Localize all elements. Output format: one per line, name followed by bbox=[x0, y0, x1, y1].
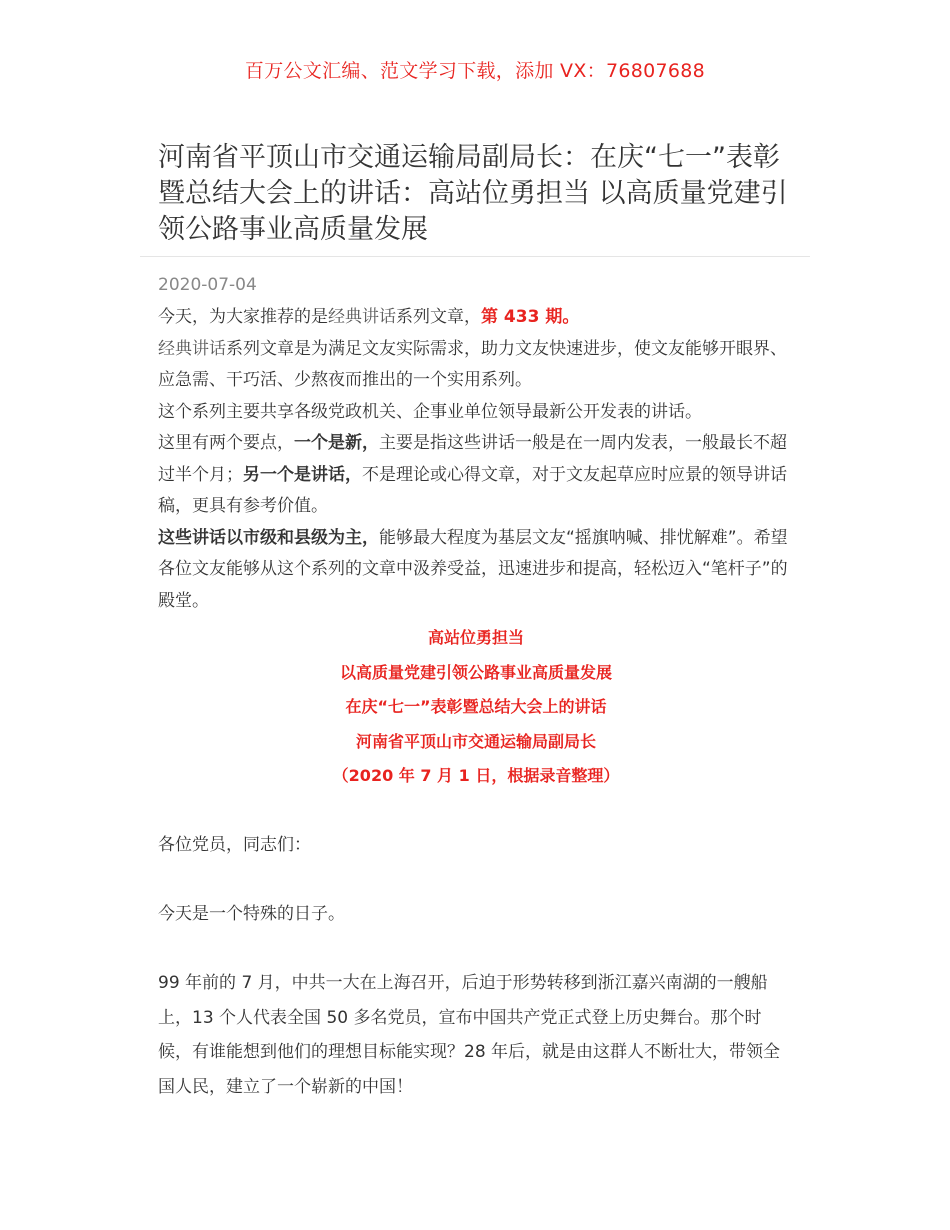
series-name: 经典讲话 bbox=[328, 307, 396, 327]
speech-paragraph: 今天是一个特殊的日子。 bbox=[158, 904, 345, 924]
speech-salutation: 各位党员，同志们： bbox=[158, 835, 311, 855]
speech-heading-block bbox=[158, 621, 794, 794]
key-point-new: 一个是新， bbox=[294, 433, 379, 453]
intro-paragraph-1 bbox=[158, 302, 794, 334]
intro-text: 今天，为大家推荐的是 bbox=[158, 307, 328, 327]
intro-text: 主要是指这些讲话一般是在一周内发表，一般最长不超过半个月； bbox=[158, 433, 787, 485]
key-point-speech: 另一个是讲话， bbox=[243, 464, 362, 485]
publish-date: 2020-07-04 bbox=[158, 275, 257, 295]
speech-heading-line: 在庆“七一”表彰暨总结大会上的讲话 bbox=[345, 697, 607, 716]
intro-paragraph-3: 这个系列主要共享各级党政机关、企事业单位领导最新公开发表的讲话。 bbox=[158, 401, 702, 422]
intro-text: 不是理论或心得文章，对于文友起草应时应景的领导讲话稿，更具有参考价值。 bbox=[158, 464, 787, 516]
intro-text: 系列文章是为满足文友实际需求，助力文友快速进步，使文友能够开眼界、应急需、干巧活、少熬夜而推出的一个实用系列。 bbox=[158, 338, 787, 390]
speech-body bbox=[158, 794, 794, 1105]
key-point-level: 这些讲话以市级和县级为主， bbox=[158, 527, 379, 548]
promo-banner: 百万公文汇编、范文学习下载，添加 VX：76807688 bbox=[244, 60, 706, 82]
intro-paragraph-5 bbox=[158, 523, 794, 618]
spacer bbox=[158, 794, 794, 829]
speech-heading-line: （2020 年 7 月 1 日，根据录音整理） bbox=[332, 766, 620, 785]
spacer bbox=[158, 863, 794, 898]
article-title: 河南省平顶山市交通运输局副局长：在庆“七一”表彰暨总结大会上的讲话：高站位勇担当 以高质量党建引领公路事业高质量发展 bbox=[158, 142, 788, 245]
issue-number: 第 433 期。 bbox=[481, 307, 580, 327]
intro-paragraph-2 bbox=[158, 334, 794, 397]
spacer bbox=[158, 932, 794, 967]
speech-heading-line: 河南省平顶山市交通运输局副局长 bbox=[355, 731, 596, 751]
speech-heading-line: 高站位勇担当 bbox=[427, 628, 524, 647]
speech-heading-line: 以高质量党建引领公路事业高质量发展 bbox=[339, 662, 612, 682]
article-body bbox=[158, 302, 794, 1104]
speech-paragraph: 99 年前的 7 月，中共一大在上海召开，后迫于形势转移到浙江嘉兴南湖的一艘船上，13 个人代表全国 50 多名党员，宣布中国共产党正式登上历史舞台。那个时候，有谁能想到他们的理想目标能实现？28 年后，就是由这群人不断壮大，带领全国人民，建立了一个崭新的中国！ bbox=[158, 973, 781, 1097]
intro-text: 这里有两个要点， bbox=[158, 433, 294, 453]
intro-text: 能够最大程度为基层文友“摇旗呐喊、排忧解难”。希望各位文友能够从这个系列的文章中汲养受益，迅速进步和提高，轻松迈入“笔杆子”的殿堂。 bbox=[158, 527, 788, 611]
intro-text: 系列文章， bbox=[396, 307, 481, 327]
intro-paragraph-4 bbox=[158, 428, 794, 523]
series-name: 经典讲话 bbox=[158, 338, 226, 359]
title-divider bbox=[140, 256, 810, 257]
